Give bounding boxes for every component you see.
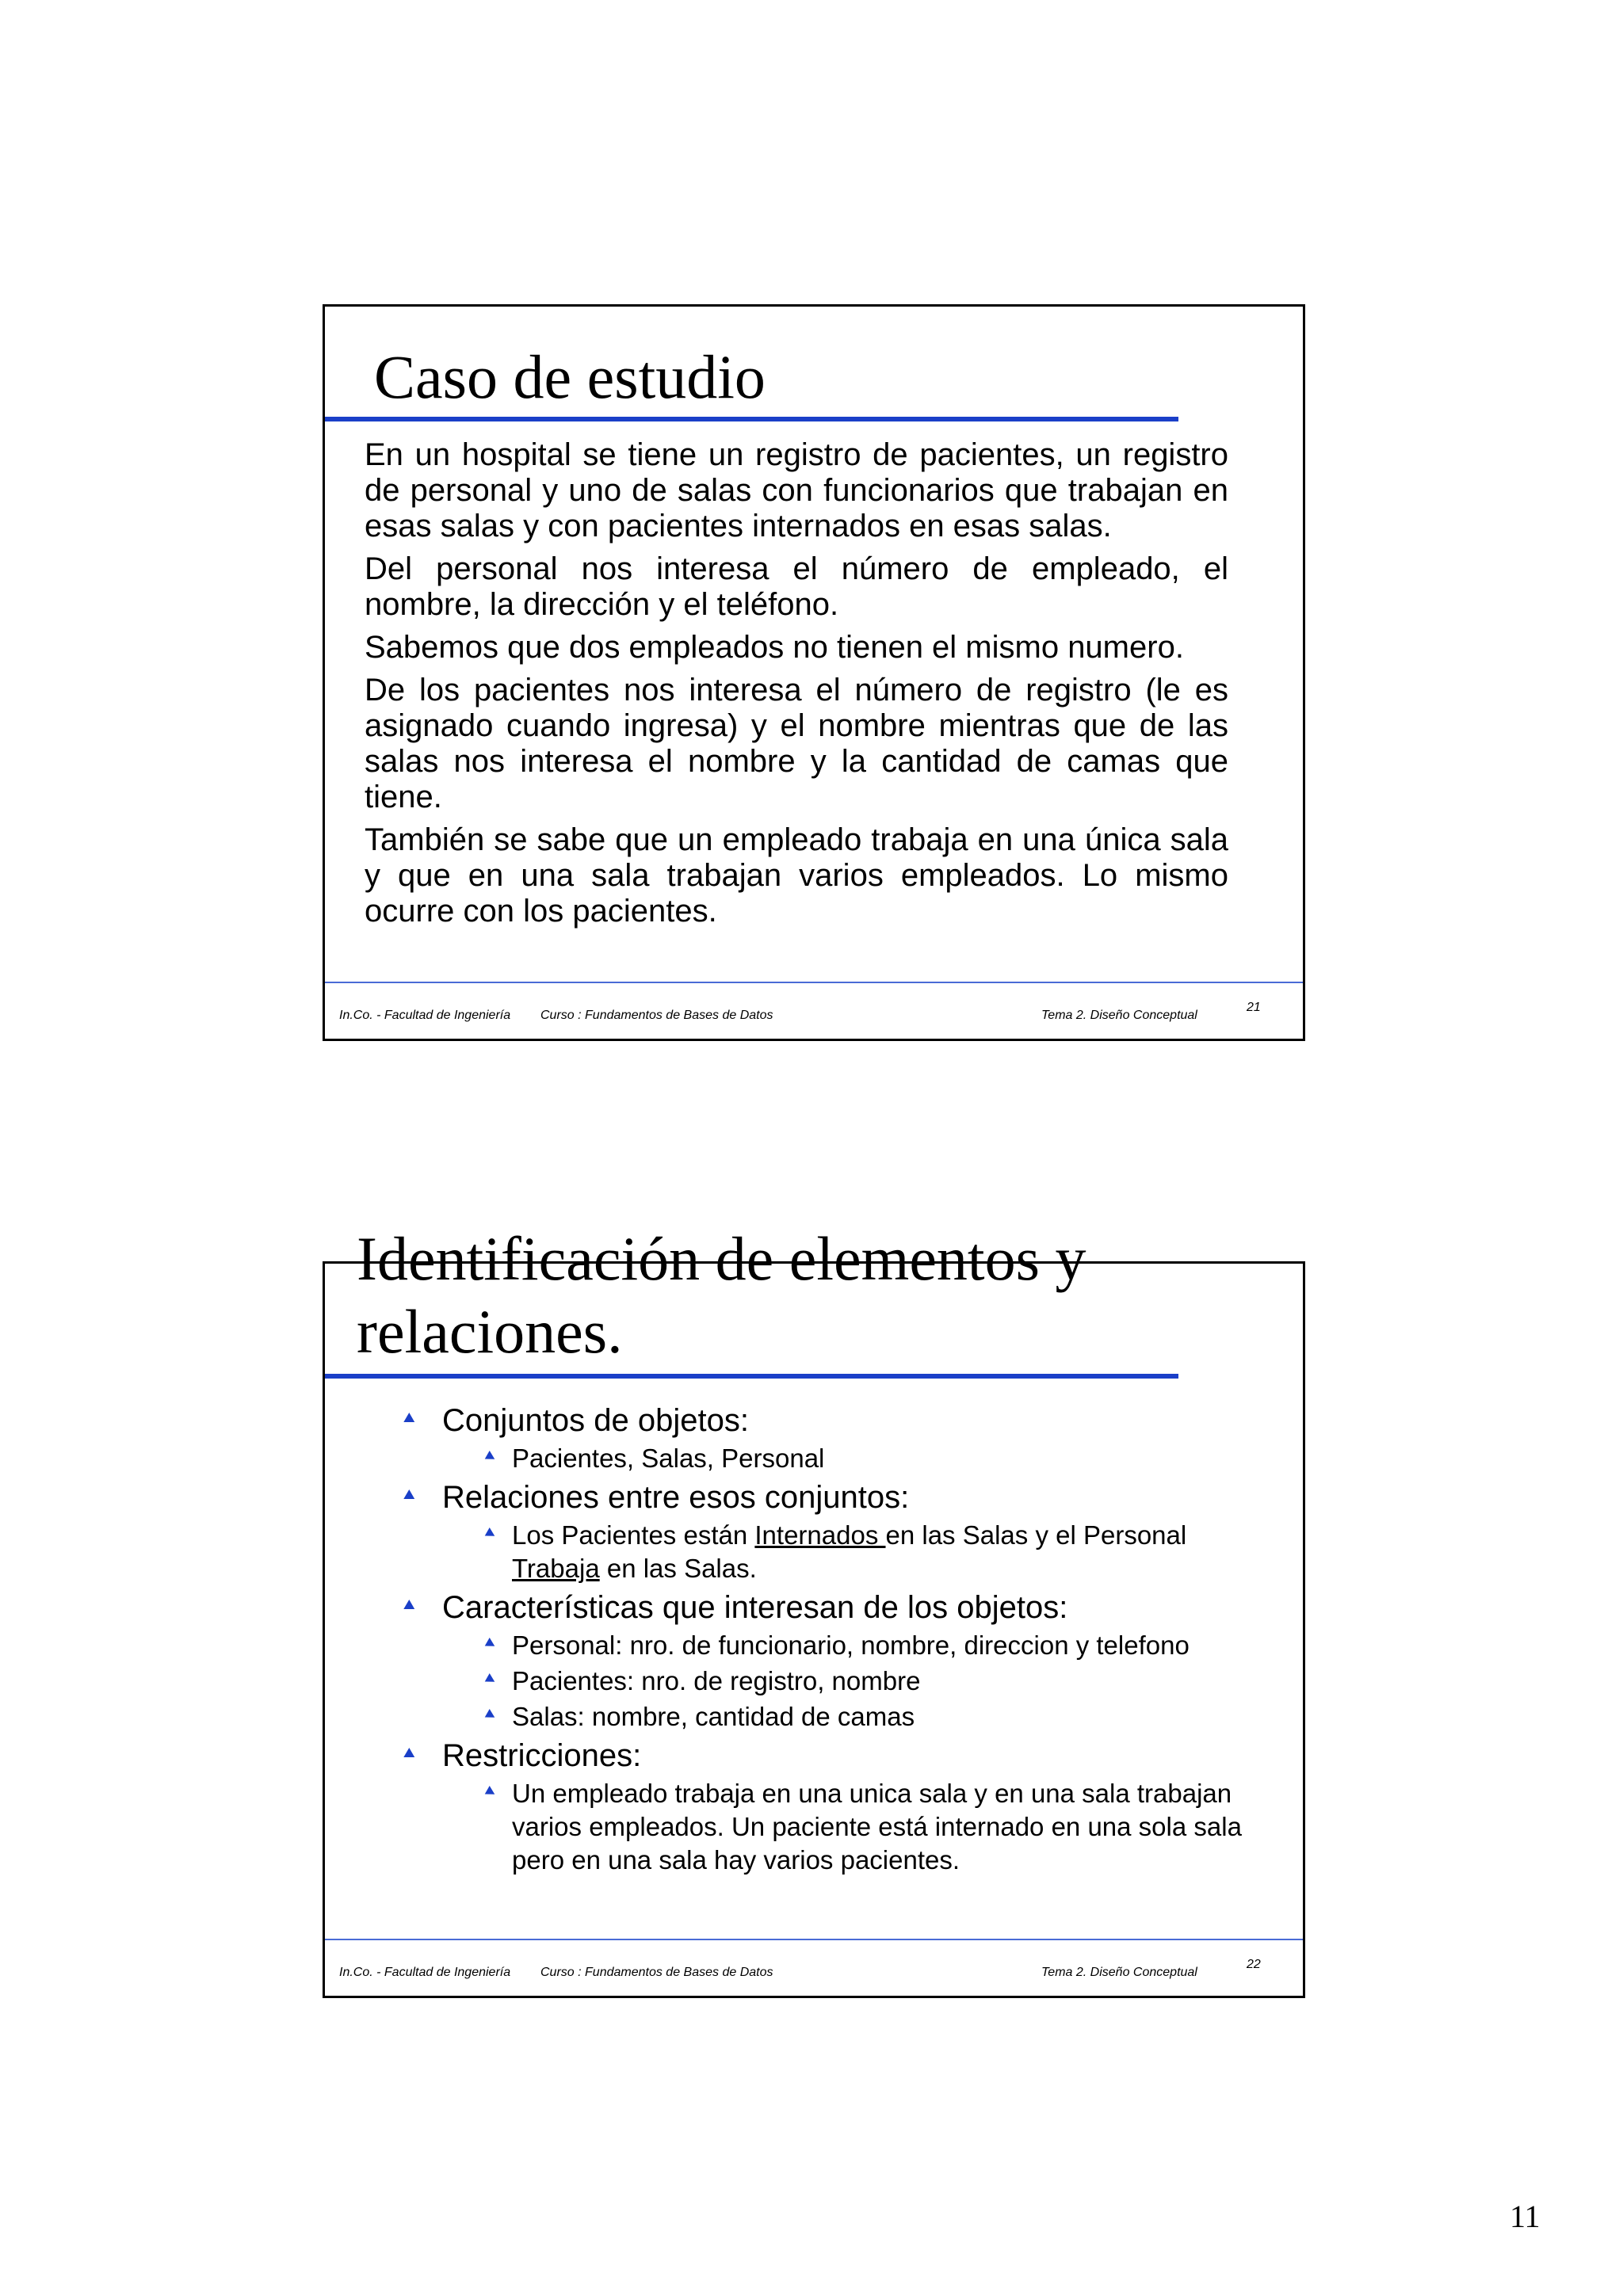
bullet-icon xyxy=(485,1527,498,1540)
slide-title xyxy=(357,1222,1086,1368)
sub-list-item xyxy=(487,1442,1260,1475)
page-number: 11 xyxy=(1510,2199,1541,2234)
footer-topic: Tema 2. Diseño Conceptual xyxy=(1041,1009,1197,1022)
rel-text-a: Los Pacientes están xyxy=(512,1520,755,1550)
list-item-heading: Conjuntos de objetos: xyxy=(442,1403,749,1438)
slide-number: 21 xyxy=(1247,1001,1261,1014)
list-item xyxy=(404,1478,1260,1585)
sub-list xyxy=(442,1777,1260,1877)
slide-title-line1: Identificación de elementos y xyxy=(357,1224,1086,1293)
sub-list xyxy=(442,1442,1260,1475)
sub-list-item xyxy=(487,1519,1260,1585)
rel-text-c: en las Salas. xyxy=(599,1554,757,1583)
slide-title: Caso de estudio xyxy=(374,342,766,411)
underlined-term-trabaja: Trabaja xyxy=(512,1554,600,1583)
rel-text-b: en las Salas y el Personal xyxy=(885,1520,1187,1550)
bullet-icon xyxy=(403,1413,417,1427)
paragraph: Del personal nos interesa el número de empleado, el nombre, la dirección y el teléfono. xyxy=(365,551,1228,622)
sub-list-item-text: Personal: nro. de funcionario, nombre, direccion y telefono xyxy=(512,1630,1190,1660)
paragraph: También se sabe que un empleado trabaja en una única sala y que en una sala trabajan varios empleados. Lo mismo ocurre con los pacientes. xyxy=(365,822,1228,929)
slide-22 xyxy=(323,1224,1305,1998)
title-underline xyxy=(325,1374,1178,1379)
slide-number: 22 xyxy=(1247,1958,1261,1971)
sub-list-item-text: Salas: nombre, cantidad de camas xyxy=(512,1702,915,1731)
slide-body xyxy=(365,437,1228,936)
footer-divider xyxy=(325,1939,1303,1940)
bullet-icon xyxy=(403,1748,417,1762)
sub-list-item xyxy=(487,1777,1260,1877)
sub-list-item-text: Pacientes, Salas, Personal xyxy=(512,1444,825,1473)
list-item-heading: Características que interesan de los objetos: xyxy=(442,1590,1068,1625)
bullet-icon xyxy=(403,1489,417,1504)
sub-list-item xyxy=(487,1629,1260,1662)
list-item xyxy=(404,1402,1260,1475)
footer-course: Curso : Fundamentos de Bases de Datos xyxy=(540,1009,773,1022)
bullet-list xyxy=(404,1398,1260,1877)
sub-list-item xyxy=(487,1700,1260,1733)
sub-list-item xyxy=(487,1665,1260,1698)
paragraph: En un hospital se tiene un registro de pacientes, un registro de personal y uno de salas con funcionarios que trabajan en esas salas y con pacientes internados en esas salas. xyxy=(365,437,1228,543)
slide-21 xyxy=(323,304,1305,1041)
bullet-icon xyxy=(403,1600,417,1614)
paragraph: De los pacientes nos interesa el número de registro (le es asignado cuando ingresa) y el nombre mientras que de las salas nos interesa el nombre y la cantidad de camas que tiene. xyxy=(365,673,1228,814)
footer-institution: In.Co. - Facultad de Ingeniería xyxy=(339,1009,511,1022)
footer-institution: In.Co. - Facultad de Ingeniería xyxy=(339,1966,511,1979)
list-item xyxy=(404,1589,1260,1733)
list-item-heading: Relaciones entre esos conjuntos: xyxy=(442,1480,910,1515)
sub-list-item-text: Pacientes: nro. de registro, nombre xyxy=(512,1666,921,1695)
list-item-heading: Restricciones: xyxy=(442,1738,642,1773)
sub-list-item-text: Un empleado trabaja en una unica sala y en una sala trabajan varios empleados. Un paciente está internado en una sola sala pero en una sala hay varios pacientes. xyxy=(512,1779,1242,1875)
footer-divider xyxy=(325,982,1303,983)
sub-list xyxy=(442,1629,1260,1733)
list-item xyxy=(404,1737,1260,1877)
footer-course: Curso : Fundamentos de Bases de Datos xyxy=(540,1966,773,1979)
bullet-icon xyxy=(485,1638,498,1650)
sub-list xyxy=(442,1519,1260,1585)
footer-topic: Tema 2. Diseño Conceptual xyxy=(1041,1966,1197,1979)
underlined-term-internados: Internados xyxy=(754,1520,886,1550)
bullet-icon xyxy=(485,1709,498,1722)
title-underline xyxy=(325,417,1178,421)
bullet-icon xyxy=(485,1786,498,1798)
paragraph: Sabemos que dos empleados no tienen el mismo numero. xyxy=(365,630,1184,665)
slide-title-line2: relaciones. xyxy=(357,1297,623,1366)
bullet-icon xyxy=(485,1451,498,1463)
bullet-icon xyxy=(485,1673,498,1686)
